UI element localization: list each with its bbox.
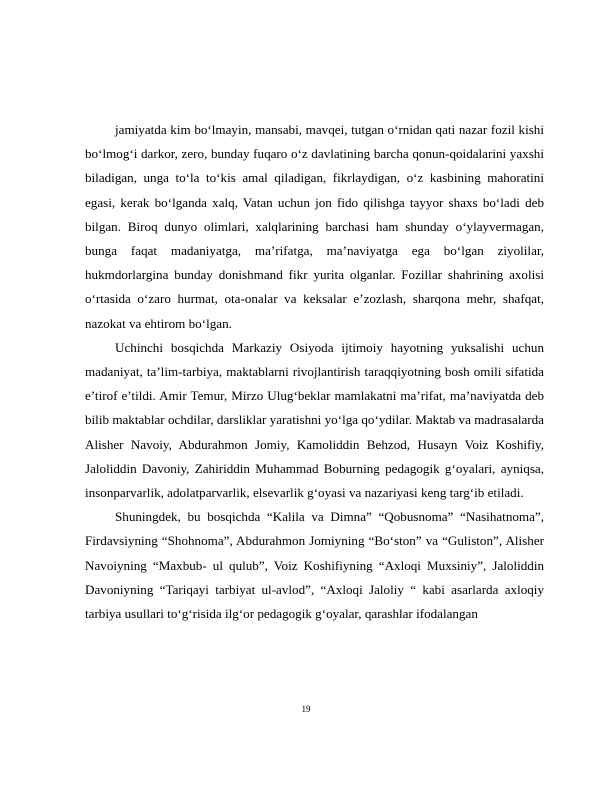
paragraph-2: Uchinchi bosqichda Markaziy Osiyoda ijtimoiy hayotning yuksalishi uchun madaniyat, ta’lim-tarbiya, maktablarni rivojlantirish taraqqiyotning bosh omili sifatida e’tirof e’tildi. Amir Temur, Mirzo Ulug‘beklar mamlakatni ma’rifat, ma’naviyatda deb bilib maktablar ochdilar, darsliklar yaratishni yo‘lga qo‘ydilar. Maktab va madrasalarda Alisher Navoiy, Abdurahmon Jomiy, Kamoliddin Behzod, Husayn Voiz Koshifiy, Jaloliddin Davoniy, Zahiriddin Muhammad Boburning pedagogik g‘oyalari, ayniqsa, insonparvarlik, adolatparvarlik, elsevarlik g‘oyasi va nazariyasi keng targ‘ib etiladi.: [85, 339, 544, 501]
paragraph-3: Shuningdek, bu bosqichda “Kalila va Dimna” “Qobusnoma” “Nasihatnoma”, Firdavsiyning “Shohnoma”, Abdurahmon Jomiyning “Bo‘ston” va “Guliston”, Alisher Navoiyning “Maxbub- ul qulub”, Voiz Koshifiyning “Axloqi Muxsiniy”, Jaloliddin Davoniyning “Tariqayi tarbiyat ul-avlod”, “Axloqi Jaloliy “ kabi asarlarda axloqiy tarbiya usullari to‘g‘risida ilg‘or pedagogik g‘oyalar, qarashlar ifodalangan: [85, 509, 544, 622]
body-text: [85, 118, 544, 626]
paragraph-1: jamiyatda kim bo‘lmayin, mansabi, mavqei, tutgan o‘rnidan qati nazar fozil kishi bo‘lmog‘i darkor, zero, bunday fuqaro o‘z davlatining barcha qonun-qoidalarini yaxshi biladigan, unga to‘la to‘kis amal qiladigan, fikrlaydigan, o‘z kasbining mahoratini egasi, kerak bo‘lganda xalq, Vatan uchun jon fido qilishga tayyor shaxs bo‘ladi deb bilgan. Biroq dunyo olimlari, xalqlarining barchasi ham shunday o‘ylayvermagan, bunga faqat madaniyatga, ma’rifatga, ma’naviyatga ega bo‘lgan ziyolilar, hukmdorlargina bunday donishmand fikr yurita olganlar. Fozillar shahrining axolisi o‘rtasida o‘zaro hurmat, ota-onalar va keksalar e’zozlash, sharqona mehr, shafqat, nazokat va ehtirom bo‘lgan.: [85, 122, 544, 331]
page-number: 19: [301, 704, 311, 714]
